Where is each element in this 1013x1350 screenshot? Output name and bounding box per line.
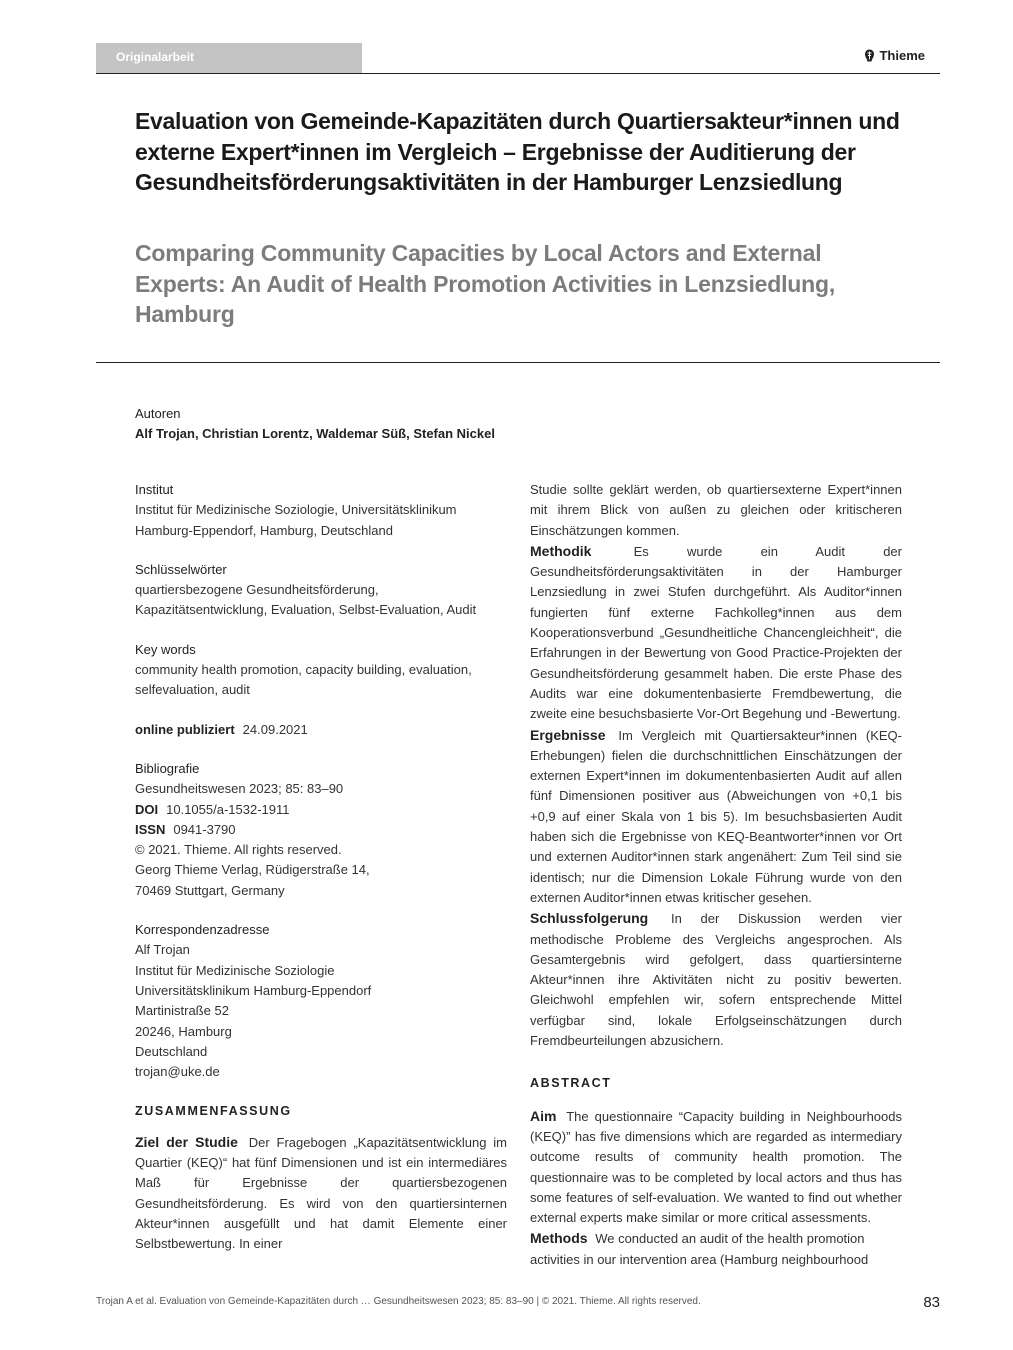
section-tab-label: Originalarbeit	[116, 50, 195, 64]
methodik-paragraph	[530, 541, 902, 725]
correspondence-line: Deutschland	[135, 1043, 208, 1059]
title-rule	[96, 362, 940, 363]
institute-label: Institut	[135, 482, 174, 497]
ergebnisse-heading: Ergebnisse	[530, 726, 606, 743]
zusammenfassung-heading: ZUSAMMENFASSUNG	[135, 1104, 292, 1119]
correspondence-line: Alf Trojan	[135, 942, 190, 958]
keywords-en-block	[135, 640, 507, 701]
published-block	[135, 720, 507, 740]
correspondence-line: 20246, Hamburg	[135, 1023, 232, 1039]
ziel-paragraph	[135, 1132, 507, 1255]
aim-paragraph	[530, 1106, 902, 1229]
issn-line	[135, 820, 507, 840]
ergebnisse-text: Im Vergleich mit Quartiersakteur*innen (KEQ-Erhebungen) fielen die durchschnittlichen Einschätzungen der externen Expert*innen im dokumentenbasierten Audit auf allen fünf Dimensionen positiver aus (Abweichungen von +0,1 bis +0,9 auf einer Skala von 1 bis 5). Im besuchsbasierten Audit haben sich die Ergebnisse von KEQ-Beantworter*innen vor Ort und externen Auditor*innen stark angenähert: Zum Teil sind sie identisch; nur die Dimension Lokale Führung wurde von den externen Auditor*innen etwas kritischer gesehen.	[530, 727, 902, 905]
correspondence-block	[135, 920, 507, 1082]
publisher-address-1: Georg Thieme Verlag, Rüdigerstraße 14,	[135, 862, 370, 878]
bibliography-block	[135, 759, 507, 901]
right-column	[530, 480, 902, 1270]
methodik-text: Es wurde ein Audit der Gesundheitsförderungsaktivitäten in der Hamburger Lenzsiedlung in zwei Stufen durchgeführt. Als Auditor*innen fungierten fünf externe Fachkolleg*innen aus dem Kooperationsverbund „Gesundheitliche Chancengleichheit“, die Erfahrungen in der Bewertung von Good Practice-Projekten der Gesundheitsförderung gesammelt haben. Die erste Phase des Audits war eine dokumentenbasierte Fremdbewertung, die zweite eine besuchsbasierte Vor-Ort Begehung und -Bewertung.	[530, 543, 902, 722]
publisher-brand	[864, 48, 925, 63]
correspondence-line: Martinistraße 52	[135, 1003, 229, 1019]
doi-value[interactable]: 10.1055/a-1532-1911	[166, 801, 290, 817]
institute-block	[135, 480, 507, 541]
bibliography-label: Bibliografie	[135, 760, 200, 776]
published-label: online publiziert	[135, 721, 235, 737]
publisher-name: Thieme	[879, 48, 925, 63]
methods-paragraph	[530, 1228, 902, 1270]
abstract-heading: ABSTRACT	[530, 1076, 612, 1091]
institute-text: Institut für Medizinische Soziologie, Universitätsklinikum Hamburg-Eppendorf, Hamburg, Deutschland	[135, 502, 457, 538]
ziel-text: Der Fragebogen „Kapazitätsentwicklung im Quartier (KEQ)“ hat fünf Dimensionen und ist ein intermediäres Maß für Ergebnisse der quartiersbezogenen Gesundheitsförderung. Es wird von den quartiersinternen Akteur*innen ausgefüllt und hat damit Elemente einer Selbstbewertung. In einer	[135, 1134, 507, 1252]
thieme-logo-icon	[864, 49, 875, 62]
copyright-line: © 2021. Thieme. All rights reserved.	[135, 842, 342, 858]
ziel-heading: Ziel der Studie	[135, 1133, 238, 1150]
aim-heading: Aim	[530, 1107, 557, 1124]
bibliography-journal: Gesundheitswesen 2023; 85: 83–90	[135, 781, 344, 797]
keywords-en-label: Key words	[135, 641, 196, 657]
methodik-heading: Methodik	[530, 542, 592, 559]
publisher-address-2: 70469 Stuttgart, Germany	[135, 882, 285, 898]
keywords-de-block	[135, 560, 507, 621]
correspondence-line: Universitätsklinikum Hamburg-Eppendorf	[135, 982, 372, 998]
ziel-continuation: Studie sollte geklärt werden, ob quartiersexterne Expert*innen mit ihrem Blick von außen zu gleichen oder kritischeren Einschätzungen kommen.	[530, 482, 902, 538]
aim-text: The questionnaire “Capacity building in Neighbourhoods (KEQ)” has five dimensions which are regarded as intermediary outcome results of community health promotion. The questionnaire was to be completed by local actors and thus has some features of self-evaluation. We wanted to find out whether external experts make similar or more critical assessments.	[530, 1108, 902, 1226]
keywords-en-text: community health promotion, capacity building, evaluation, selfevaluation, audit	[135, 662, 472, 698]
header-rule	[96, 73, 940, 74]
keywords-de-text: quartiersbezogene Gesundheitsförderung, Kapazitätsentwicklung, Evaluation, Selbst-Evaluation, Audit	[135, 582, 477, 618]
section-tab	[96, 43, 362, 73]
left-column	[135, 480, 507, 1255]
schluss-text: In der Diskussion werden vier methodische Probleme des Vergleichs angesprochen. Als Gesamtergebnis wird gefolgert, dass quartiersinterne Akteur*innen ihre Aktivitäten nicht zu positiv bewerten. Gleichwohl empfehlen wir, sofern entsprechende Mittel verfügbar sind, lokale Erfolgseinschätzungen durch Fremdbeurteilungen abzusichern.	[530, 911, 902, 1049]
footer-citation: Trojan A et al. Evaluation von Gemeinde-Kapazitäten durch … Gesundheitswesen 2023; 85: 83–90 | © 2021. Thieme. All rights reserved.	[96, 1296, 701, 1307]
title-german: Evaluation von Gemeinde-Kapazitäten durch Quartiersakteur*innen und externe Expert*innen im Vergleich – Ergebnisse der Auditierung der Gesundheitsförderungsaktivitäten in der Hamburger Lenzsiedlung	[135, 108, 900, 195]
published-date: 24.09.2021	[242, 721, 308, 737]
doi-line	[135, 800, 507, 820]
authors-label: Autoren	[135, 406, 181, 421]
keywords-de-label: Schlüsselwörter	[135, 561, 227, 577]
issn-label: ISSN	[135, 821, 166, 837]
correspondence-line: Institut für Medizinische Soziologie	[135, 962, 335, 978]
title-english: Comparing Community Capacities by Local Actors and External Experts: An Audit of Health Promotion Activities in Lenzsiedlung, Hamburg	[135, 240, 836, 327]
methods-heading: Methods	[530, 1230, 588, 1247]
ergebnisse-paragraph	[530, 725, 902, 909]
doi-label: DOI	[135, 801, 159, 817]
schluss-paragraph	[530, 908, 902, 1051]
page-number: 83	[923, 1294, 940, 1311]
correspondence-email[interactable]: trojan@uke.de	[135, 1064, 220, 1080]
schluss-heading: Schlussfolgerung	[530, 910, 649, 927]
authors-names: Alf Trojan, Christian Lorentz, Waldemar Süß, Stefan Nickel	[135, 426, 495, 441]
issn-value: 0941-3790	[173, 821, 236, 837]
correspondence-label: Korrespondenzadresse	[135, 922, 270, 938]
methods-text: We conducted an audit of the health promotion activities in our intervention area (Hamburg neighbourhood	[530, 1231, 869, 1267]
